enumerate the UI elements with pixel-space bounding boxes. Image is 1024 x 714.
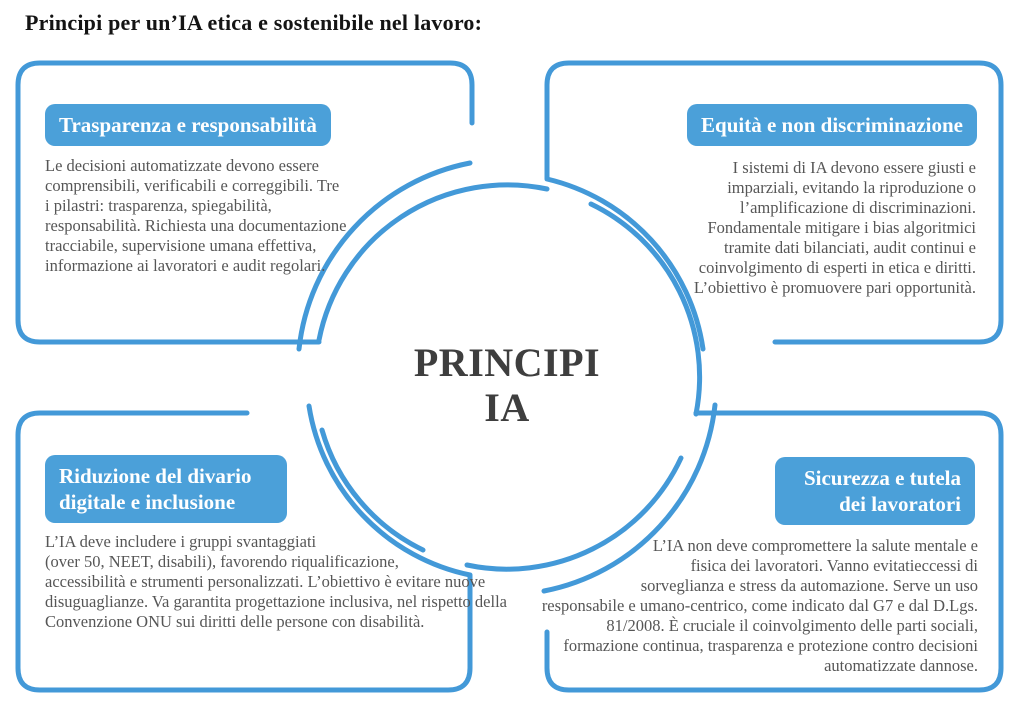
body-sicurezza-text: L’IA non deve compromettere la salute mentale e fisica dei lavoratori. Vanno evitatieccessi di sorveglianza e stress da automazione. Serve un uso responsabile e umano-centrico, come indicato dal G7 e dal D.Lgs. 81/2008. È cruciale il coinvolgimento delle parti sociali, formazione continua, trasparenza e protezione contro decisioni automatizzate dannose. <box>541 536 978 675</box>
center-label-line1: PRINCIPI <box>413 340 601 385</box>
body-equita-text: I sistemi di IA devono essere giusti e imparziali, evitando la riproduzione o l’amplificazione di discriminazioni. Fondamentale mitigare i bias algoritmici tramite dati bilanciati, audit continui e coinvolgimento di esperti in etica e diritti. L’obiettivo è promuovere pari opportunità. <box>693 158 976 297</box>
body-riduzione-text: L’IA deve includere i gruppi svantaggiati (over 50, NEET, disabili), favorendo riqualificazione, accessibilità e strumenti personalizzati. L’obiettivo è evitare nuove disuguaglianze. Va garantita progettazione inclusiva, nel rispetto della Convenzione ONU sui diritti delle persone con disabilità. <box>45 532 507 631</box>
badge-trasparenza: Trasparenza e responsabilità <box>45 104 331 146</box>
page-title: Principi per un’IA etica e sostenibile nel lavoro: <box>25 10 483 35</box>
body-trasparenza-text: Le decisioni automatizzate devono essere comprensibili, verificabili e correggibili. Tre i pilastri: trasparenza, spiegabilità, responsabilità. Richiesta una documentazione tracciabile, supervisione umana effettiva, informazione ai lavoratori e audit regolari. <box>45 156 347 275</box>
badge-equita: Equità e non discriminazione <box>687 104 977 146</box>
body-sicurezza <box>530 536 978 676</box>
body-equita <box>564 158 976 328</box>
body-riduzione <box>45 532 507 632</box>
badge-sicurezza: Sicurezza e tutela dei lavoratori <box>775 457 975 525</box>
body-trasparenza <box>45 156 455 326</box>
center-label-line2: IA <box>484 385 530 430</box>
badge-riduzione: Riduzione del divario digitale e inclusione <box>45 455 287 523</box>
center-label <box>357 340 657 430</box>
